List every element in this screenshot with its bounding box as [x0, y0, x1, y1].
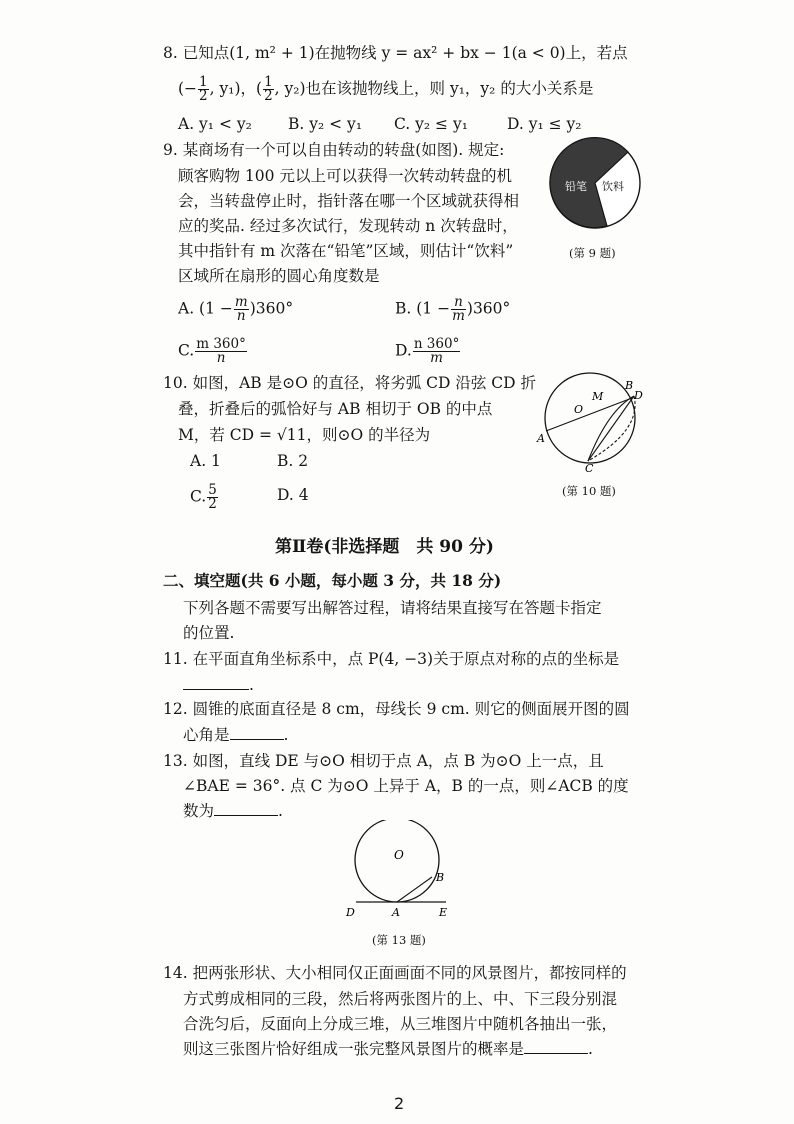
q14-line2: 方式剪成相同的三段，然后将两张图片的上、中、下三段分别混 [183, 990, 618, 1008]
q10-line3: M，若 CD = √11，则⊙O 的半径为 [178, 426, 431, 444]
q9-option-a [178, 296, 293, 323]
q14-line4-start: 则这三张图片恰好组成一张完整风景图片的概率是 [183, 1040, 525, 1058]
q8-point1-close: , y₁)，( [209, 79, 263, 98]
q9-option-b-prefix: B. (1 − [395, 299, 451, 318]
q11-line1: 11. 在平面直角坐标系中，点 P(4, −3)关于原点对称的点的坐标是 [163, 650, 620, 668]
q9-line3: 会，当转盘停止时，指针落在哪一个区域就获得相 [178, 192, 520, 210]
section2-instruction-1: 下列各题不需要写出解答过程，请将结果直接写在答题卡指定 [183, 599, 602, 617]
q10-option-c-num: 5 [208, 482, 217, 498]
q8-frac-1 [198, 76, 209, 103]
q10-label-b: B [625, 379, 634, 392]
q9-line6: 区域所在扇形的圆心角度数是 [178, 267, 380, 285]
q14-line3: 合洗匀后，反面向上分成三堆，从三堆图片中随机各抽出一张， [183, 1015, 618, 1033]
q10-option-a: A. 1 [190, 452, 221, 470]
tangent-circle-figure [340, 820, 460, 925]
q8-frac-2-den: 2 [264, 88, 273, 104]
q10-label-a: A [537, 432, 545, 445]
q9-line2: 顾客购物 100 元以上可以获得一次转动转盘的机 [178, 167, 512, 185]
q13-label-e: E [439, 906, 448, 919]
q14-answer-blank [524, 1039, 588, 1054]
q13-label-a: A [392, 906, 400, 919]
q11-answer-blank [183, 675, 249, 690]
q10-option-c-frac [207, 484, 218, 511]
q14-line1: 14. 把两张形状、大小相同仅正面画面不同的风景图片，都按同样的 [163, 964, 627, 982]
q13-answer-blank [214, 801, 278, 816]
q9-option-c [178, 338, 248, 365]
q9-option-c-den: n [216, 350, 226, 366]
q13-label-o: O [394, 848, 404, 862]
q10-caption: (第 10 题) [562, 484, 616, 498]
q14-line4-end: . [588, 1040, 593, 1058]
spinner-label-pencil: 铅笔 [565, 180, 587, 193]
q9-option-d-frac [413, 338, 461, 365]
q9-caption: (第 9 题) [569, 246, 616, 260]
q12-line2-start: 心角是 [183, 726, 230, 744]
q8-option-a: A. y₁ < y₂ [178, 115, 252, 133]
q13-label-b: B [436, 871, 445, 884]
q10-line2: 叠，折叠后的弧恰好与 AB 相切于 OB 的中点 [178, 400, 493, 418]
q10-option-c-prefix: C. [190, 487, 207, 506]
q9-option-a-den: n [236, 308, 246, 324]
page-number: 2 [394, 1094, 405, 1113]
q12-line1: 12. 圆锥的底面直径是 8 cm，母线长 9 cm. 则它的侧面展开图的圆 [163, 700, 630, 718]
q10-option-d: D. 4 [277, 486, 309, 504]
q12-answer-blank [230, 725, 284, 740]
q9-line1: 9. 某商场有一个可以自由转动的转盘(如图). 规定: [163, 141, 505, 159]
q9-option-c-prefix: C. [178, 341, 195, 360]
q8-frac-1-num: 1 [199, 74, 208, 90]
q9-option-c-num: m 360° [196, 336, 246, 352]
q8-line2 [178, 76, 593, 103]
q8-point2-close: , y₂)也在该抛物线上，则 y₁，y₂ 的大小关系是 [274, 79, 594, 98]
q9-option-b [395, 296, 510, 323]
q8-frac-1-den: 2 [199, 88, 208, 104]
spinner-figure [545, 133, 645, 238]
q8-frac-2-num: 1 [264, 74, 273, 90]
q10-label-o: O [574, 403, 584, 416]
q11-line2 [183, 674, 254, 696]
q13-line3-start: 数为 [183, 802, 215, 820]
q8-option-c: C. y₂ ≤ y₁ [394, 115, 468, 133]
q14-line4 [183, 1038, 593, 1060]
q9-option-b-den: m [452, 308, 465, 324]
section2-heading: 二、填空题(共 6 小题，每小题 3 分，共 18 分) [163, 571, 502, 590]
circle-fold-figure [530, 368, 650, 473]
q9-option-a-num: m [234, 294, 248, 310]
q10-diameter-ab [546, 398, 632, 431]
q9-option-d-num: n 360° [413, 336, 460, 352]
q8-point1-open: (− [178, 79, 198, 98]
q8-option-b: B. y₂ < y₁ [288, 115, 363, 133]
q13-line3-end: . [278, 802, 283, 820]
q10-label-d: D [634, 389, 643, 402]
q13-line3 [183, 800, 283, 822]
q10-option-c-den: 2 [208, 496, 217, 512]
q13-line2: ∠BAE = 36°. 点 C 为⊙O 上异于 A，B 的一点，则∠ACB 的度 [183, 777, 629, 795]
q9-line5: 其中指针有 m 次落在“铅笔”区域，则估计“饮料” [178, 242, 514, 260]
q9-option-b-suffix: )360° [466, 299, 511, 318]
q10-option-c [190, 484, 219, 511]
q8-option-d: D. y₁ ≤ y₂ [507, 115, 582, 133]
q8-frac-2 [263, 76, 274, 103]
q9-option-d-den: m [430, 350, 443, 366]
q12-line2-end: . [283, 726, 289, 744]
q9-option-a-suffix: )360° [249, 299, 294, 318]
q9-line4: 应的奖品. 经过多次试行，发现转动 n 次转盘时， [178, 217, 518, 235]
q10-line1: 10. 如图，AB 是⊙O 的直径，将劣弧 CD 沿弦 CD 折 [163, 374, 536, 392]
q12-line2 [183, 724, 288, 746]
q8-line1: 8. 已知点(1, m² + 1)在抛物线 y = ax² + bx − 1(a < 0)上，若点 [163, 44, 628, 62]
part2-title: 第Ⅱ卷(非选择题 共 90 分) [275, 537, 494, 557]
q9-option-c-frac [195, 338, 247, 365]
q9-option-d-prefix: D. [395, 341, 412, 360]
q13-caption: (第 13 题) [372, 933, 426, 947]
q9-option-a-prefix: A. (1 − [178, 299, 233, 318]
section2-instruction-2: 的位置. [183, 624, 235, 642]
q9-option-b-frac [451, 296, 466, 323]
q10-option-b: B. 2 [277, 452, 309, 470]
spinner-label-drink: 饮料 [602, 180, 624, 193]
q10-label-c: C [585, 462, 594, 473]
q11-line2-end: . [249, 676, 254, 694]
q9-option-a-frac [234, 296, 249, 323]
q13-line1: 13. 如图，直线 DE 与⊙O 相切于点 A，点 B 为⊙O 上一点，且 [163, 752, 604, 770]
q9-option-d [395, 338, 461, 365]
q9-option-b-num: n [451, 296, 466, 310]
q10-circle [545, 373, 635, 463]
q10-label-m: M [592, 390, 604, 403]
q13-label-d: D [346, 906, 355, 919]
